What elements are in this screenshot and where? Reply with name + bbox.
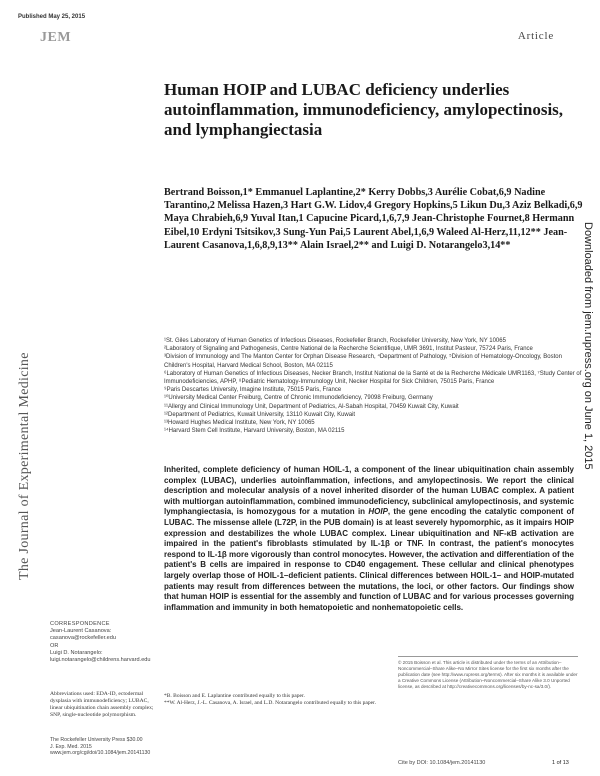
affiliations (164, 337, 584, 435)
footnote: **W. Al-Herz, J.-L. Casanova, A. Israel, and L.D. Notarangelo contributed equally to this paper. (164, 700, 376, 706)
correspondence-box (50, 621, 160, 664)
journal-logo: JEM (40, 30, 72, 45)
author-list: Bertrand Boisson,1* Emmanuel Laplantine,2* Kerry Dobbs,3 Aurélie Cobat,6,9 Nadine Tarantino,2 Melissa Hazen,3 Hart G.W. Lidov,4 Gregory Hopkins,5 Likun Du,3 Aziz Belkadi,6,9 Maya Chrabieh,6,9 Yuval Itan,1 Capucine Picard,1,6,7,9 Jean-Christophe Fournet,8 Hermann Eibel,10 Erdyni Tsitsikov,3 Sung-Yun Pai,5 Laurent Abel,1,6,9 Waleed Al-Herz,11,12** Jean-Laurent Casanova,1,6,8,9,13** Alain Israel,2** and Luigi D. Notarangelo3,14** (164, 187, 583, 251)
affiliation: ²Laboratory of Signaling and Pathogenesis, Centre National de la Recherche Scientifique, UMR 3691, Institut Pasteur, 75724 Paris, France (164, 346, 533, 353)
affiliation: ¹¹Allergy and Clinical Immunology Unit, Department of Pediatrics, Al-Sabah Hospital, 70459 Kuwait City, Kuwait (164, 403, 459, 410)
license-notice: © 2015 Boisson et al. This article is distributed under the terms of an Attribution–Noncommercial–Share Alike–No Mirror Sites license for the first six months after the publication date (see http://www.rupress.org/terms). After six months it is available under a Creative Commons License (Attribution–Noncommercial–Share Alike 3.0 Unported license, as described at http://creativecommons.org/licenses/by-nc-sa/3.0/). (398, 660, 578, 689)
download-note: Downloaded from jem.rupress.org on June 1, 2015 (582, 222, 594, 470)
press-line: J. Exp. Med. 2015 (50, 743, 92, 750)
article-type-label: Article (517, 30, 554, 42)
affiliation: ¹⁴Harvard Stem Cell Institute, Harvard University, Boston, MA 02115 (164, 428, 345, 435)
gene-name: HOIP (368, 507, 388, 517)
affiliation: ¹²Department of Pediatrics, Kuwait University, 13110 Kuwait City, Kuwait (164, 411, 356, 418)
affiliation: ¹St. Giles Laboratory of Human Genetics of Infectious Diseases, Rockefeller Branch, Rockefeller University, New York, NY 10065 (164, 338, 506, 344)
press-line: The Rockefeller University Press $30.00 (50, 737, 143, 743)
press-info (50, 737, 170, 757)
correspondence-or: OR (50, 642, 59, 649)
footnotes (164, 693, 379, 707)
abstract-text: , the gene encoding the catalytic component of LUBAC. The missense allele (L72P, in the PUB domain) is at least severely hypomorphic, as it impairs HOIP expression and destabilizes the whole LUBAC complex. Linear ubiquitination and NF-κB activation are impaired in the patient's fibroblasts stimulated by IL-1β or TNF. In contrast, the patient's monocytes respond to IL-1β more vigorously than control monocytes. However, the activation and differentiation of the patient's B cells are impaired in response to CD40 engagement. These cellular and clinical phenotypes largely overlap those of HOIL-1–deficient patients. Clinical differences between HOIL-1– and HOIP-mutated patients may result from differences between the mutations, the loci, or other factors. Our findings show that human HOIP is essential for the assembly and function of LUBAC and for various processes governing inflammation and immunity in both hematopoietic and nonhematopoietic cells. (164, 507, 575, 612)
license-divider (398, 656, 578, 657)
correspondence-heading: CORRESPONDENCE (50, 621, 110, 627)
affiliation: ¹⁰University Medical Center Freiburg, Centre of Chronic Immunodeficiency, 79098 Freiburg, Germany (164, 395, 433, 402)
affiliation: ³Division of Immunology and The Manton Center for Orphan Disease Research, ⁴Department of Pathology, ⁵Division of Hematology-Oncology, Boston Children's Hospital, Harvard Medical School, Boston, MA 02115 (164, 354, 562, 369)
correspondent-name: Luigi D. Notarangelo: (50, 649, 103, 656)
press-link[interactable]: www.jem.org/cgi/doi/10.1084/jem.20141130 (50, 750, 151, 757)
abstract-text: Inherited, complete deficiency of human HOIL-1, a component of the linear ubiquitination chain assembly complex (LUBAC), underlies autoinflammation, infections, and amylopectinosis. We report the clinical description and molecular analysis of a novel inherited disorder of the human LUBAC complex. A patient with multiorgan autoinflammation, combined immunodeficiency, subclinical amylopectinosis, and systemic lymphangiectasia, is homozygous for a mutation in (164, 465, 574, 517)
abstract (164, 465, 574, 613)
article-title: Human HOIP and LUBAC deficiency underlies autoinflammation, immunodeficiency, amylopectinosis, and lymphangiectasia (164, 80, 564, 139)
cite-doi: Cite by DOI: 10.1084/jem.20141130 (398, 760, 486, 766)
footnote: *B. Boisson and E. Laplantine contributed equally to this paper. (164, 693, 305, 699)
correspondent-name: Jean-Laurent Casanova: (50, 628, 112, 635)
affiliation: ⁶Laboratory of Human Genetics of Infectious Diseases, Necker Branch, Institut National de la Santé et de la Recherche Médicale UMR1163, ⁷Study Center of Immunodeficiencies, APHP, ⁸Pediatric Hematology-Immunology Unit, Necker Hospital for Sick Children, 75015 Paris, France (164, 370, 582, 386)
journal-name-vertical: The Journal of Experimental Medicine (17, 352, 32, 580)
affiliation: ⁹Paris Descartes University, Imagine Institute, 75015 Paris, France (164, 387, 342, 394)
published-date: Published May 25, 2015 (18, 14, 86, 20)
abbreviations: Abbreviations used: EDA-ID, ectodermal dysplasia with immunodeficiency; LUBAC, linear ubiquitination chain assembly complex; SNP, single-nucleotide polymorphism. (50, 691, 154, 718)
correspondent-email[interactable]: luigi.notarangelo@childrens.harvard.edu (50, 657, 151, 664)
correspondent-email[interactable]: casanova@rockefeller.edu (50, 635, 117, 642)
affiliation: ¹³Howard Hughes Medical Institute, New York, NY 10065 (164, 420, 315, 427)
page-number: 1 of 13 (552, 760, 569, 766)
